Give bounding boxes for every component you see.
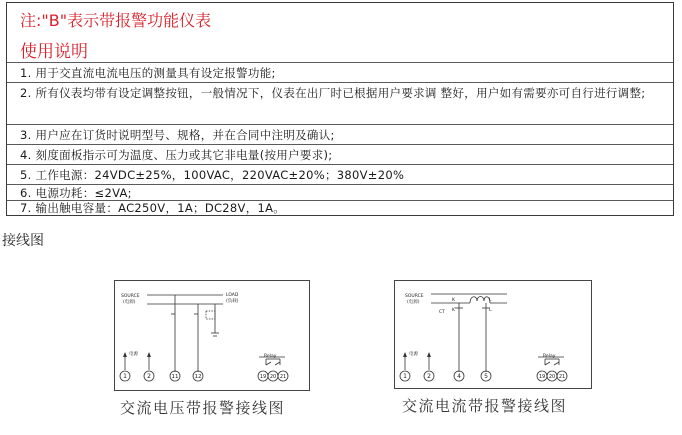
- ct-l-label-lower: L: [489, 308, 492, 313]
- usage-instructions-title: 使用说明: [20, 42, 88, 62]
- current-lines: [405, 294, 507, 372]
- ct-k-label: K: [452, 298, 455, 303]
- relay-terminal-20-label: 20: [269, 374, 277, 380]
- relay-terminal-20-label: 20: [548, 374, 556, 380]
- usage-item-5: 5. 工作电源：24VDC±25%，100VAC，220VAC±20%；380V±20%: [7, 164, 673, 184]
- terminal-1-label: 1: [123, 373, 127, 380]
- relay-label: Relay: [543, 354, 556, 359]
- relay-terminal-19-label: 19: [538, 374, 546, 380]
- usage-notes-box: [6, 2, 674, 216]
- source-sub-label: (电源): [123, 300, 136, 305]
- terminal-11-label: 11: [171, 374, 179, 380]
- usage-item-6: 6. 电源功耗：≤2VA;: [7, 184, 673, 200]
- voltage-lines: [125, 295, 223, 372]
- ct-label: CT: [439, 310, 445, 315]
- power-label: 电源: [129, 352, 138, 357]
- relay-terminal-19-label: 19: [259, 374, 267, 380]
- usage-item-3: 3. 用户应在订货时说明型号、规格，并在合同中注明及确认;: [7, 124, 673, 144]
- usage-item-2: 2. 所有仪表均带有设定调整按钮，一般情况下，仪表在出厂时已根据用户要求调 整好，用户如有需要亦可自行进行调整;: [7, 82, 673, 124]
- load-sub-label: (负载): [226, 299, 239, 304]
- terminal-12-label: 12: [194, 374, 202, 380]
- terminal-1-label: 1: [403, 373, 407, 380]
- terminal-2-label: 2: [147, 373, 151, 380]
- ct-k-label-lower: K: [452, 308, 455, 313]
- usage-item-7: 7. 输出触电容量：AC250V，1A；DC28V，1A。: [7, 200, 673, 216]
- wiring-section-title: 接线图: [2, 233, 44, 249]
- voltage-diagram-caption: 交流电压带报警接线图: [120, 399, 286, 417]
- relay-terminal-21-label: 21: [279, 374, 287, 380]
- terminal-5-label: 5: [484, 373, 488, 380]
- source-label: SOURCE: [405, 294, 424, 299]
- voltage-wiring-diagram: [114, 280, 310, 391]
- usage-item-1: 1. 用于交直流电流电压的测量具有设定报警功能;: [7, 62, 673, 82]
- power-label: 电源: [409, 352, 418, 357]
- alarm-note-title: 注:"B"表示带报警功能仪表: [20, 11, 212, 30]
- load-label: LOAD: [226, 293, 239, 298]
- relay-terminal-21-label: 21: [558, 374, 566, 380]
- current-wiring-diagram: [394, 280, 592, 389]
- usage-item-4: 4. 刻度面板指示可为温度、压力或其它非电量(按用户要求);: [7, 144, 673, 164]
- terminal-4-label: 4: [457, 373, 461, 380]
- terminal-2-label: 2: [427, 373, 431, 380]
- source-sub-label: (电源): [407, 300, 420, 305]
- ct-l-label: L: [489, 298, 492, 303]
- relay-label: Relay: [264, 354, 277, 359]
- current-diagram-caption: 交流电流带报警接线图: [402, 397, 568, 415]
- source-label: SOURCE: [121, 294, 140, 299]
